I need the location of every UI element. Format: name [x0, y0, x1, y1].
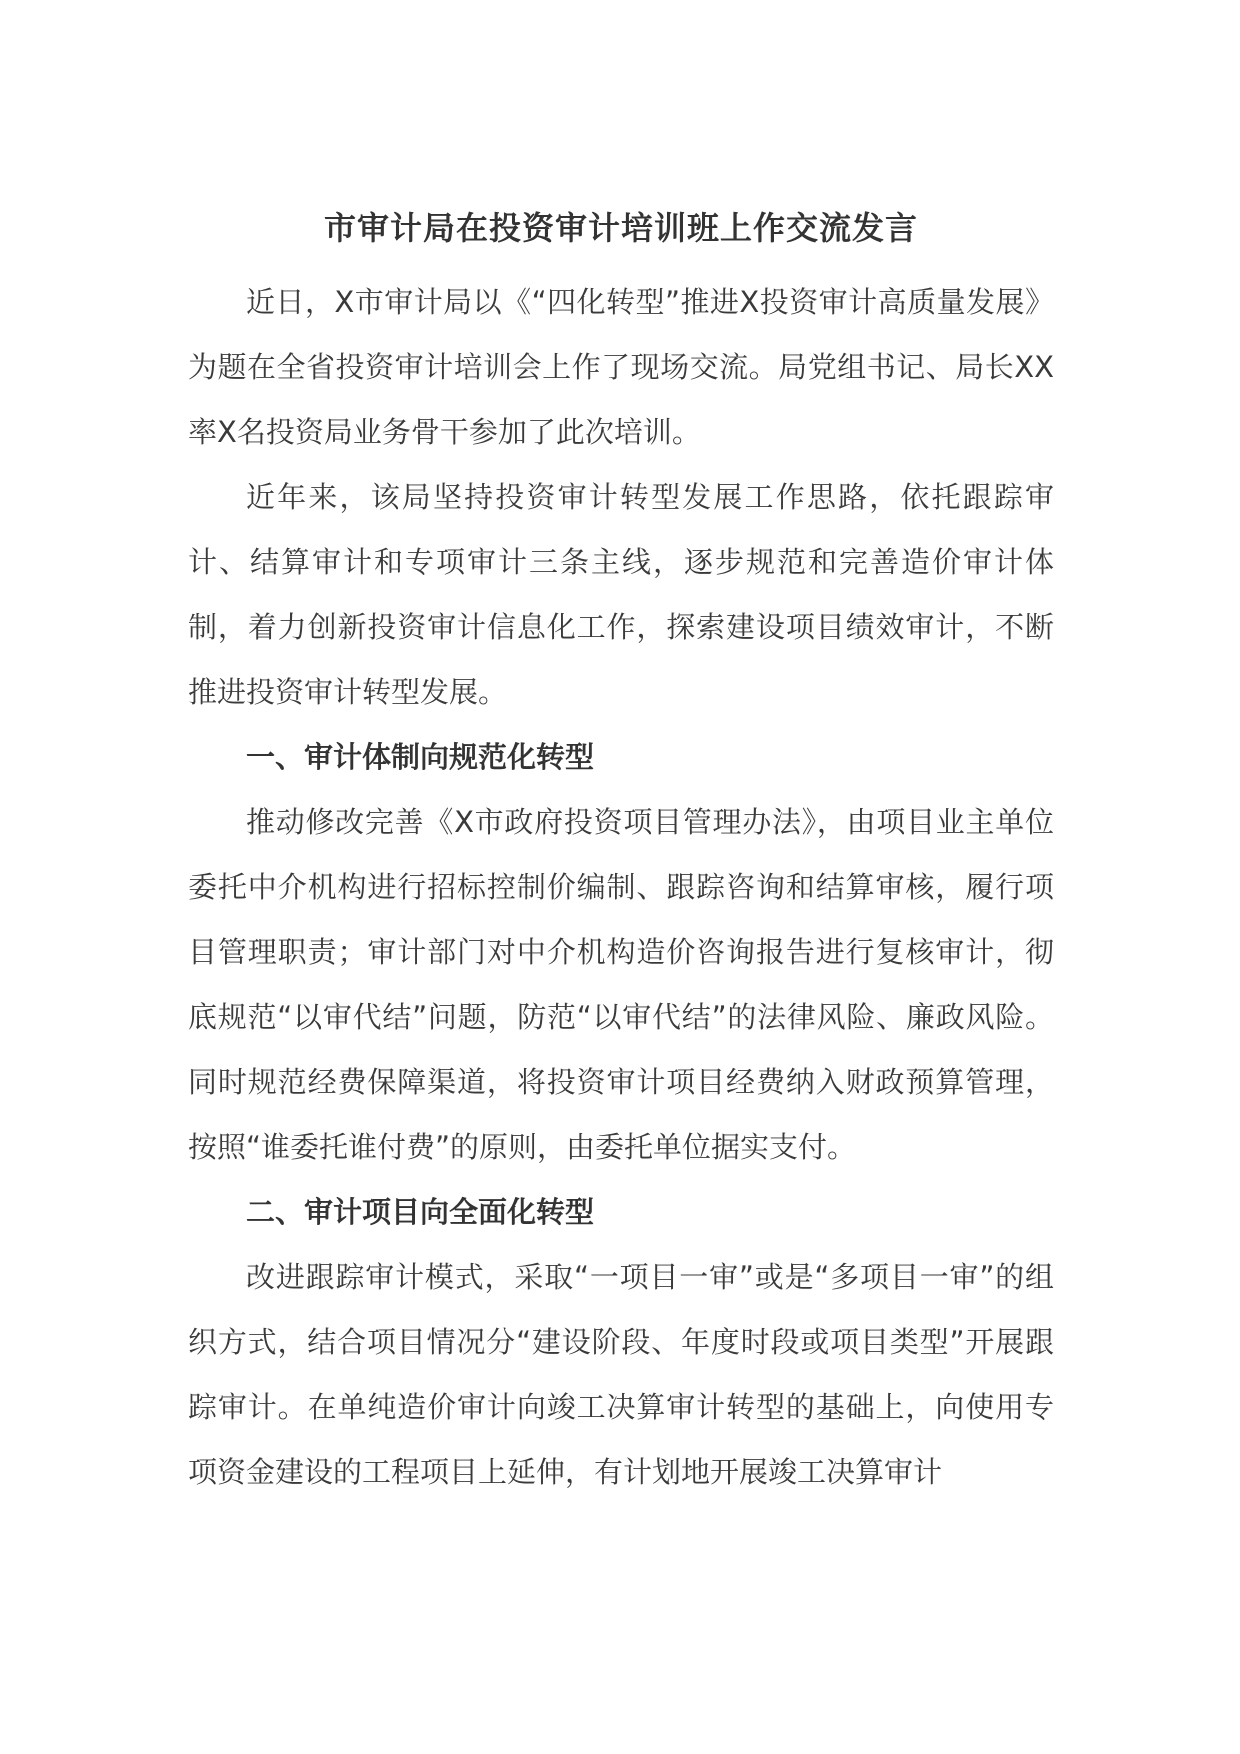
section-2-paragraph: 改进跟踪审计模式，采取“一项目一审”或是“多项目一审”的组织方式，结合项目情况分“建设阶段、年度时段或项目类型”开展跟踪审计。在单纯造价审计向竣工决算审计转型的基础上，向使用专项资金建设的工程项目上延伸，有计划地开展竣工决算审计 — [188, 1260, 1054, 1489]
document-page — [188, 200, 1054, 1505]
intro-paragraph-2: 近年来，该局坚持投资审计转型发展工作思路，依托跟踪审计、结算审计和专项审计三条主线，逐步规范和完善造价审计体制，着力创新投资审计信息化工作，探索建设项目绩效审计，不断推进投资审计转型发展。 — [188, 480, 1054, 709]
intro-paragraph-1: 近日，X市审计局以《“四化转型”推进X投资审计高质量发展》为题在全省投资审计培训会上作了现场交流。局党组书记、局长XX率X名投资局业务骨干参加了此次培训。 — [188, 285, 1054, 449]
document-title: 市审计局在投资审计培训班上作交流发言 — [323, 209, 918, 247]
section-2-heading: 二、审计项目向全面化转型 — [246, 1195, 595, 1229]
section-1-paragraph: 推动修改完善《X市政府投资项目管理办法》，由项目业主单位委托中介机构进行招标控制价编制、跟踪咨询和结算审核，履行项目管理职责；审计部门对中介机构造价咨询报告进行复核审计，彻底规范“以审代结”问题，防范“以审代结”的法律风险、廉政风险。同时规范经费保障渠道，将投资审计项目经费纳入财政预算管理，按照“谁委托谁付费”的原则，由委托单位据实支付。 — [188, 805, 1054, 1164]
section-1-heading: 一、审计体制向规范化转型 — [246, 740, 595, 774]
